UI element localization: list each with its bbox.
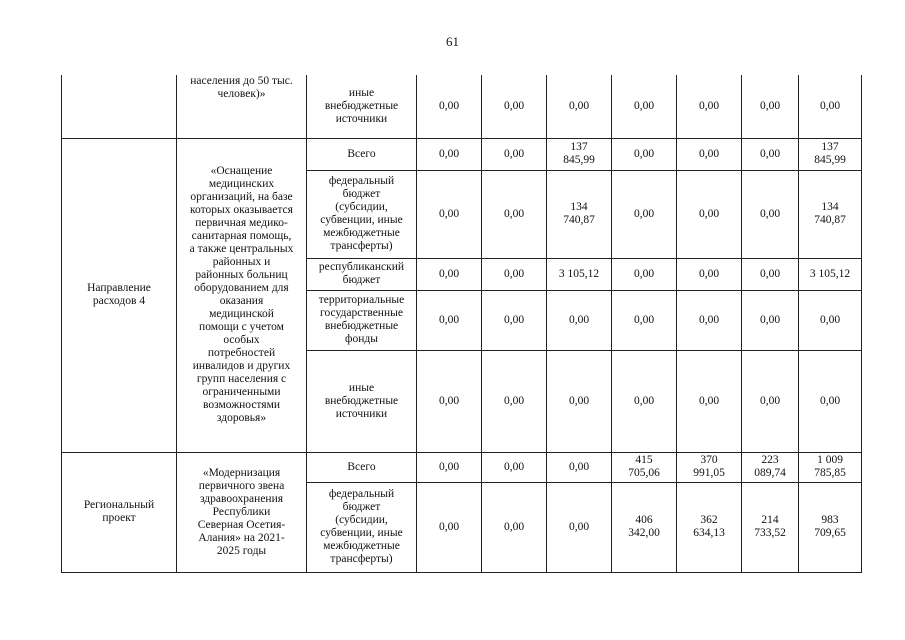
funding-source: иные внебюджетные источники xyxy=(307,350,417,452)
amount-cell: 0,00 xyxy=(482,138,547,170)
amount-cell: 0,00 xyxy=(547,350,612,452)
event-description: «Оснащение медицинских организаций, на базе которых оказывается первичная медико- санитарная помощь, а также центральных районных и районных больниц оборудованием для оказания медицинской помощи с учетом особых потребностей инвалидов и других групп населения с ограниченными возможностями здоровья» xyxy=(177,138,307,452)
amount-cell: 0,00 xyxy=(417,350,482,452)
amount-cell: 0,00 xyxy=(612,350,677,452)
amount-cell: 0,00 xyxy=(677,350,742,452)
amount-cell: 0,00 xyxy=(612,258,677,290)
amount-cell: 362 634,13 xyxy=(677,482,742,572)
total-cell: 1 009 785,85 xyxy=(799,452,862,482)
amount-cell: 0,00 xyxy=(742,290,799,350)
amount-cell: 0,00 xyxy=(742,170,799,258)
amount-cell: 0,00 xyxy=(547,482,612,572)
amount-cell: 0,00 xyxy=(612,138,677,170)
funding-source: федеральный бюджет (субсидии, субвенции, иные межбюджетные трансферты) xyxy=(307,482,417,572)
amount-cell: 0,00 xyxy=(482,258,547,290)
amount-cell: 0,00 xyxy=(547,75,612,138)
total-cell: 134 740,87 xyxy=(799,170,862,258)
amount-cell: 406 342,00 xyxy=(612,482,677,572)
amount-cell: 0,00 xyxy=(677,138,742,170)
amount-cell: 0,00 xyxy=(612,290,677,350)
amount-cell: 0,00 xyxy=(417,452,482,482)
amount-cell: 137 845,99 xyxy=(547,138,612,170)
budget-table xyxy=(61,75,862,573)
amount-cell: 0,00 xyxy=(547,452,612,482)
table-row xyxy=(62,452,862,482)
project-label: Региональный проект xyxy=(62,452,177,572)
funding-source: территориальные государственные внебюджетные фонды xyxy=(307,290,417,350)
amount-cell: 0,00 xyxy=(742,138,799,170)
amount-cell: 0,00 xyxy=(742,350,799,452)
amount-cell: 0,00 xyxy=(547,290,612,350)
amount-cell: 214 733,52 xyxy=(742,482,799,572)
amount-cell: 370 991,05 xyxy=(677,452,742,482)
amount-cell: 223 089,74 xyxy=(742,452,799,482)
funding-source: Всего xyxy=(307,138,417,170)
amount-cell: 0,00 xyxy=(677,170,742,258)
amount-cell: 0,00 xyxy=(417,75,482,138)
amount-cell: 0,00 xyxy=(612,75,677,138)
funding-source: Всего xyxy=(307,452,417,482)
amount-cell: 0,00 xyxy=(612,170,677,258)
amount-cell: 0,00 xyxy=(677,290,742,350)
amount-cell: 0,00 xyxy=(417,258,482,290)
event-description: населения до 50 тыс. человек)» xyxy=(177,75,307,138)
amount-cell: 0,00 xyxy=(677,258,742,290)
amount-cell: 0,00 xyxy=(482,452,547,482)
total-cell: 983 709,65 xyxy=(799,482,862,572)
amount-cell: 3 105,12 xyxy=(547,258,612,290)
amount-cell: 134 740,87 xyxy=(547,170,612,258)
page-number: 61 xyxy=(446,34,459,49)
amount-cell: 0,00 xyxy=(417,138,482,170)
amount-cell: 0,00 xyxy=(482,482,547,572)
total-cell: 0,00 xyxy=(799,75,862,138)
funding-source: федеральный бюджет (субсидии, субвенции, иные межбюджетные трансферты) xyxy=(307,170,417,258)
amount-cell: 0,00 xyxy=(677,75,742,138)
total-cell: 0,00 xyxy=(799,350,862,452)
table-row xyxy=(62,75,862,138)
total-cell: 3 105,12 xyxy=(799,258,862,290)
amount-cell: 0,00 xyxy=(742,75,799,138)
amount-cell: 415 705,06 xyxy=(612,452,677,482)
amount-cell: 0,00 xyxy=(742,258,799,290)
amount-cell: 0,00 xyxy=(482,350,547,452)
amount-cell: 0,00 xyxy=(417,482,482,572)
amount-cell: 0,00 xyxy=(482,290,547,350)
direction-cell xyxy=(62,75,177,138)
project-description: «Модернизация первичного звена здравоохранения Республики Северная Осетия- Алания» на 2021- 2025 годы xyxy=(177,452,307,572)
amount-cell: 0,00 xyxy=(482,75,547,138)
total-cell: 137 845,99 xyxy=(799,138,862,170)
funding-source: иные внебюджетные источники xyxy=(307,75,417,138)
amount-cell: 0,00 xyxy=(482,170,547,258)
direction-label: Направление расходов 4 xyxy=(62,138,177,452)
amount-cell: 0,00 xyxy=(417,170,482,258)
funding-source: республиканский бюджет xyxy=(307,258,417,290)
amount-cell: 0,00 xyxy=(417,290,482,350)
table-row xyxy=(62,138,862,170)
total-cell: 0,00 xyxy=(799,290,862,350)
